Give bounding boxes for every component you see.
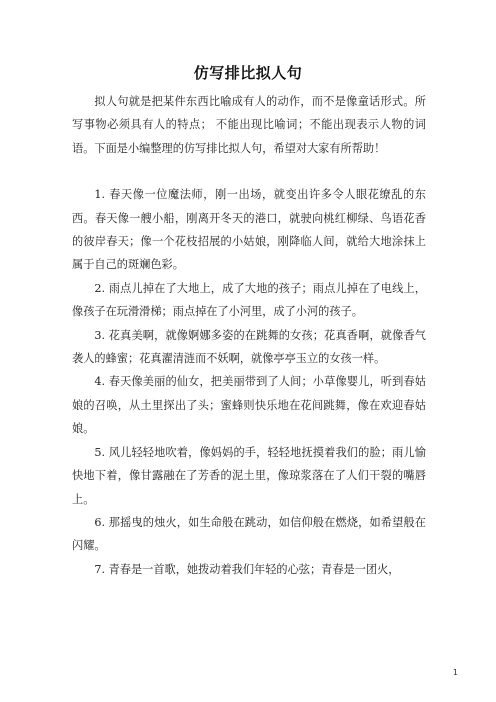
list-item: 1. 春天像一位魔法师，刚一出场，就变出许多令人眼花缭乱的东西。春天像一艘小船，刚离开冬天的港口，就驶向桃红柳绿、鸟语花香的彼岸春天；像一个花枝招展的小姑娘，刚降临人间，就给大地涂抹上属于自己的斑斓色彩。 [72, 188, 426, 272]
list-item: 7. 青春是一首歌，她拨动着我们年轻的心弦；青春是一团火， [94, 562, 400, 576]
intro-paragraph: 拟人句就是把某件东西比喻成有人的动作，而不是像童话形式。所写事物必须具有人的特点； 不能出现比喻词；不能出现表示人物的词语。下面是小编整理的仿写排比拟人句，希望对大家有所帮助！ [72, 95, 426, 155]
list-item: 5. 风儿轻轻地吹着，像妈妈的手，轻轻地抚摸着我们的脸；雨儿愉快地下着，像甘露融在了芳香的泥土里，像琼浆落在了人们干裂的嘴唇上。 [72, 445, 426, 506]
page-number: 1 [452, 668, 458, 677]
list-item: 3. 花真美啊，就像婀娜多姿的在跳舞的女孩；花真香啊，就像香气袭人的蜂蜜；花真濯清涟而不妖啊，就像亭亭玉立的女孩一样。 [72, 328, 426, 366]
page-title: 仿写排比拟人句 [193, 64, 303, 82]
document-body [72, 90, 426, 581]
list-item: 4. 春天像美丽的仙女，把美丽带到了人间；小草像婴儿，听到春姑娘的召唤，从土里探出了头；蜜蜂则快乐地在花间跳舞，像在欢迎春姑娘。 [72, 375, 426, 436]
paragraph-spacer [72, 160, 426, 183]
list-item: 2. 雨点儿掉在了大地上，成了大地的孩子；雨点儿掉在了电线上，像孩子在玩滑滑梯；雨点掉在了小河里，成了小河的孩子。 [72, 281, 426, 319]
list-item: 6. 那摇曳的烛火，如生命般在跳动，如信仰般在燃烧，如希望般在闪耀。 [72, 515, 426, 553]
